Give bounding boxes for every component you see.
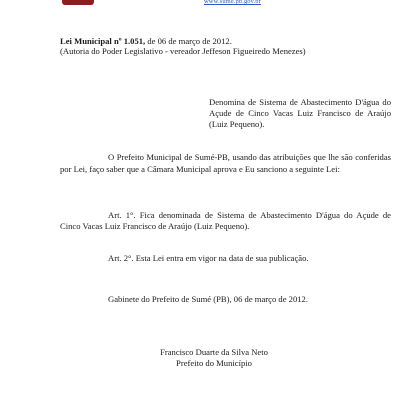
municipal-logo xyxy=(62,0,94,5)
article-2: Art. 2°. Esta Lei entra em vigor na data de sua publicação. xyxy=(108,253,309,263)
intro-paragraph: O Prefeito Municipal de Sumé-PB, usando das atribuições que lhe são conferidas por Lei, faço saber que a Câmara Municipal aprova e Eu sanciono a seguinte Lei: xyxy=(60,152,391,174)
website-link[interactable]: www.sume.pb.gov.br xyxy=(204,0,261,5)
law-authorship: (Autoria do Poder Legislativo - vereador Jeffeson Figueiredo Menezes) xyxy=(60,46,306,56)
law-number: Lei Municipal nº 1.051, xyxy=(60,36,146,46)
signer-title: Prefeito do Município xyxy=(176,358,252,368)
signer-name: Francisco Duarte da Silva Neto xyxy=(160,347,268,357)
closing-line: Gabinete do Prefeito de Sumé (PB), 06 de março de 2012. xyxy=(108,294,308,304)
law-summary: Denomina de Sistema de Abastecimento D'água do Açude de Cinco Vacas Luiz Francisco de Araújo (Luiz Pequeno). xyxy=(209,97,391,129)
law-date: de 06 de março de 2012. xyxy=(145,36,232,46)
article-1: Art. 1°. Fica denominada de Sistema de Abastecimento D'água do Açude de Cinco Vacas Luiz Francisco de Araújo (Luiz Pequeno). xyxy=(60,210,391,232)
signature-block xyxy=(0,347,420,369)
